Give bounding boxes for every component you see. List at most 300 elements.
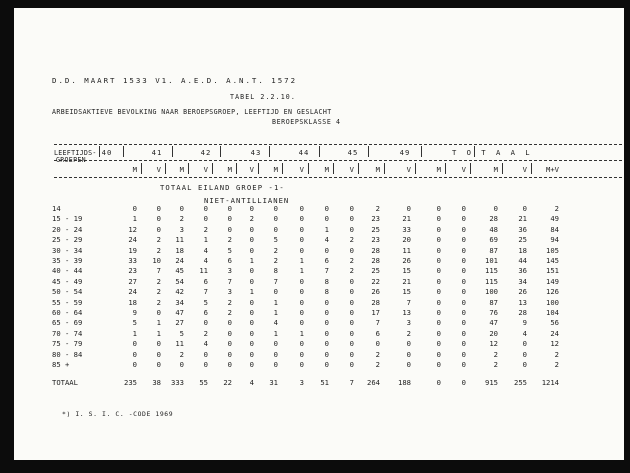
sub-header: M — [324, 165, 329, 174]
table-cell: 2 — [249, 214, 254, 224]
table-cell: 2 — [156, 245, 161, 255]
table-cell: 5 — [273, 235, 278, 245]
table-cell: 0 — [349, 339, 354, 349]
age-group-label-2: GROEPEN — [56, 156, 86, 164]
column-separator — [269, 146, 270, 157]
age-group-label: LEEFTIJDS- — [54, 149, 97, 157]
table-cell: 2 — [179, 214, 184, 224]
sub-header: M — [227, 165, 232, 174]
table-cell: 0 — [299, 276, 304, 286]
table-cell: 20 — [402, 235, 411, 245]
sub-header: V — [522, 165, 527, 174]
table-cell: 1 — [299, 328, 304, 338]
table-cell: 1 — [249, 256, 254, 265]
table-cell: 0 — [436, 339, 441, 349]
table-cell: 24 — [128, 287, 137, 297]
sub-header: M — [132, 165, 137, 174]
table-cell: 11 — [175, 339, 184, 349]
table-cell: 0 — [436, 308, 441, 317]
table-cell: 7 — [203, 287, 208, 297]
table-cell: 105 — [546, 245, 559, 255]
column-separator — [99, 146, 100, 157]
table-cell: 0 — [156, 360, 161, 369]
table-cell: 101 — [485, 256, 498, 265]
table-cell: 13 — [402, 308, 411, 317]
table-cell: 0 — [522, 204, 527, 213]
table-cell: 55 — [199, 378, 208, 388]
table-cell: 28 — [371, 245, 380, 255]
table-cell: 0 — [132, 360, 137, 369]
table-cell: 0 — [203, 360, 208, 369]
table-cell: 0 — [461, 266, 466, 276]
group-header: 42 — [200, 148, 212, 157]
table-cell: 2 — [203, 328, 208, 338]
table-cell: 3 — [227, 266, 232, 276]
table-cell: 0 — [273, 204, 278, 213]
table-cell: 0 — [349, 318, 354, 328]
table-cell: 7 — [227, 276, 232, 286]
table-cell: 0 — [179, 360, 184, 369]
table-cell: 8 — [324, 276, 329, 286]
table-cell: 0 — [273, 214, 278, 224]
table-cell: 126 — [546, 287, 559, 297]
header-line: D.D. MAART 1533 V1. A.E.D. A.N.T. 1572 — [52, 76, 298, 85]
table-cell: 0 — [436, 235, 441, 245]
table-cell: 0 — [436, 349, 441, 359]
table-cell: 8 — [273, 266, 278, 276]
row-label: 40 - 44 — [52, 266, 83, 276]
row-label: 20 - 24 — [52, 224, 83, 234]
table-cell: 1 — [132, 328, 137, 338]
table-cell: 0 — [436, 378, 441, 388]
table-cell: 0 — [461, 235, 466, 245]
table-cell: 6 — [203, 308, 208, 317]
table-cell: 0 — [461, 245, 466, 255]
table-cell: 0 — [461, 328, 466, 338]
table-cell: 0 — [273, 339, 278, 349]
table-cell: 44 — [518, 256, 527, 265]
table-cell: 28 — [518, 308, 527, 317]
table-cell: 94 — [550, 235, 559, 245]
table-cell: 6 — [324, 256, 329, 265]
section-subtitle: NIET-ANTILLIANEN — [204, 196, 290, 205]
table-cell: 0 — [299, 245, 304, 255]
table-cell: 0 — [179, 204, 184, 213]
table-cell: 2 — [227, 235, 232, 245]
table-cell: 26 — [402, 256, 411, 265]
table-cell: 0 — [227, 328, 232, 338]
section-title: TOTAAL EILAND GROEP -1- — [160, 183, 285, 192]
sub-header: V — [156, 165, 161, 174]
table-cell: 0 — [461, 224, 466, 234]
table-cell: 0 — [493, 204, 498, 213]
table-cell: 0 — [249, 276, 254, 286]
table-cell: 2 — [375, 204, 380, 213]
table-cell: 0 — [299, 287, 304, 297]
table-cell: 23 — [128, 266, 137, 276]
row-label: 85 + — [52, 360, 70, 369]
table-cell: 235 — [124, 378, 137, 388]
table-cell: 2 — [554, 349, 559, 359]
table-number: TABEL 2.2.10. — [230, 93, 296, 101]
table-cell: 0 — [299, 360, 304, 369]
table-cell: 0 — [156, 349, 161, 359]
table-cell: 100 — [485, 287, 498, 297]
table-cell: 0 — [299, 349, 304, 359]
table-cell: 0 — [324, 214, 329, 224]
sub-header: V — [349, 165, 354, 174]
table-cell: 26 — [518, 287, 527, 297]
table-cell: 0 — [156, 339, 161, 349]
table-cell: 7 — [156, 266, 161, 276]
table-cell: 0 — [249, 339, 254, 349]
table-cell: 0 — [436, 287, 441, 297]
table-cell: 2 — [227, 308, 232, 317]
table-cell: 0 — [132, 339, 137, 349]
table-cell: 0 — [273, 287, 278, 297]
table-cell: 0 — [249, 235, 254, 245]
table-cell: 0 — [461, 318, 466, 328]
table-cell: 0 — [227, 224, 232, 234]
table-cell: 24 — [128, 235, 137, 245]
table-cell: 0 — [436, 266, 441, 276]
table-cell: 2 — [406, 328, 411, 338]
table-cell: 5 — [227, 245, 232, 255]
table-cell: 149 — [546, 276, 559, 286]
table-cell: 11 — [402, 245, 411, 255]
table-cell: 25 — [518, 235, 527, 245]
table-cell: 0 — [299, 308, 304, 317]
table-cell: 0 — [436, 297, 441, 307]
table-cell: 0 — [132, 349, 137, 359]
table-cell: 38 — [152, 378, 161, 388]
table-cell: 15 — [402, 266, 411, 276]
table-cell: 0 — [461, 276, 466, 286]
table-cell: 21 — [518, 214, 527, 224]
table-cell: 0 — [349, 204, 354, 213]
column-separator — [123, 146, 124, 157]
table-cell: 2 — [156, 235, 161, 245]
table-cell: 2 — [493, 360, 498, 369]
table-cell: 2 — [349, 266, 354, 276]
table-cell: 6 — [227, 256, 232, 265]
table-cell: 6 — [375, 328, 380, 338]
table-cell: 0 — [299, 214, 304, 224]
sub-header: M — [375, 165, 380, 174]
table-cell: 0 — [349, 287, 354, 297]
row-label: 45 - 49 — [52, 276, 83, 286]
table-cell: 2 — [375, 360, 380, 369]
table-cell: 0 — [324, 297, 329, 307]
table-cell: 188 — [398, 378, 411, 388]
table-cell: 2 — [156, 297, 161, 307]
table-cell: 1 — [324, 224, 329, 234]
table-cell: 4 — [203, 245, 208, 255]
group-header: 49 — [399, 148, 411, 157]
table-cell: 0 — [156, 204, 161, 213]
table-cell: 0 — [299, 224, 304, 234]
row-label: 30 - 34 — [52, 245, 83, 255]
table-cell: 12 — [489, 339, 498, 349]
table-cell: 0 — [436, 318, 441, 328]
table-cell: 47 — [175, 308, 184, 317]
table-cell: 115 — [485, 276, 498, 286]
row-label: 60 - 64 — [52, 308, 83, 317]
table-cell: 151 — [546, 266, 559, 276]
table-cell: 31 — [269, 378, 278, 388]
table-cell: 0 — [203, 349, 208, 359]
table-cell: 23 — [371, 235, 380, 245]
table-cell: 0 — [406, 349, 411, 359]
table-cell: 0 — [461, 378, 466, 388]
table-cell: 24 — [175, 256, 184, 265]
table-cell: 0 — [436, 256, 441, 265]
table-cell: 0 — [461, 204, 466, 213]
table-cell: 5 — [132, 318, 137, 328]
table-cell: 25 — [371, 224, 380, 234]
table-cell: 84 — [550, 224, 559, 234]
table-cell: 145 — [546, 256, 559, 265]
table-cell: 2 — [349, 235, 354, 245]
table-cell: 0 — [349, 349, 354, 359]
table-cell: 0 — [349, 224, 354, 234]
table-cell: 0 — [273, 224, 278, 234]
table-cell: 18 — [175, 245, 184, 255]
row-label: 35 - 39 — [52, 256, 83, 265]
table-cell: 27 — [175, 318, 184, 328]
table-cell: 0 — [436, 276, 441, 286]
table-cell: 0 — [349, 276, 354, 286]
table-cell: 1 — [156, 318, 161, 328]
table-cell: 0 — [461, 308, 466, 317]
table-cell: 87 — [489, 245, 498, 255]
table-cell: 0 — [349, 328, 354, 338]
sub-header: V — [406, 165, 411, 174]
footnote: *) I. S. I. C. -CODE 1969 — [62, 410, 174, 418]
table-cell: 34 — [518, 276, 527, 286]
sub-header: V — [203, 165, 208, 174]
table-cell: 42 — [175, 287, 184, 297]
table-cell: 1 — [273, 297, 278, 307]
sub-separator — [384, 163, 385, 174]
header-rule-bottom — [54, 177, 622, 178]
group-header: 43 — [250, 148, 262, 157]
table-cell: 0 — [203, 214, 208, 224]
row-label: 80 - 84 — [52, 349, 83, 359]
table-cell: 13 — [518, 297, 527, 307]
table-cell: 3 — [299, 378, 304, 388]
table-cell: 0 — [299, 204, 304, 213]
row-label: 15 - 19 — [52, 214, 83, 224]
table-cell: 2 — [273, 256, 278, 265]
table-cell: 2 — [156, 276, 161, 286]
table-cell: 18 — [128, 297, 137, 307]
table-cell: 28 — [371, 297, 380, 307]
table-subtitle: ARBEIDSAKTIEVE BEVOLKING NAAR BEROEPSGROEP, LEEFTIJD EN GESLACHT — [52, 108, 332, 116]
table-cell: 0 — [436, 204, 441, 213]
table-cell: 51 — [320, 378, 329, 388]
table-cell: 115 — [485, 266, 498, 276]
row-label: TOTAAL — [52, 378, 78, 388]
table-cell: 0 — [461, 256, 466, 265]
table-cell: 11 — [175, 235, 184, 245]
table-cell: 0 — [436, 360, 441, 369]
table-cell: 56 — [550, 318, 559, 328]
row-label: 55 - 59 — [52, 297, 83, 307]
table-cell: 9 — [522, 318, 527, 328]
table-cell: 3 — [227, 287, 232, 297]
table-cell: 1 — [273, 308, 278, 317]
table-cell: 0 — [273, 360, 278, 369]
table-cell: 104 — [546, 308, 559, 317]
table-cell: 0 — [227, 349, 232, 359]
table-cell: 0 — [349, 308, 354, 317]
table-cell: 23 — [371, 214, 380, 224]
table-cell: 22 — [223, 378, 232, 388]
table-cell: 0 — [227, 318, 232, 328]
table-cell: 0 — [406, 360, 411, 369]
table-cell: 0 — [349, 245, 354, 255]
table-cell: 4 — [522, 328, 527, 338]
table-cell: 0 — [461, 297, 466, 307]
column-separator — [220, 146, 221, 157]
table-cell: 333 — [171, 378, 184, 388]
table-cell: 2 — [554, 204, 559, 213]
table-cell: 0 — [461, 349, 466, 359]
table-cell: 0 — [324, 328, 329, 338]
table-cell: 45 — [175, 266, 184, 276]
row-label: 75 - 79 — [52, 339, 83, 349]
table-cell: 76 — [489, 308, 498, 317]
group-header: 40 — [101, 148, 113, 157]
table-cell: 0 — [461, 287, 466, 297]
table-cell: 33 — [402, 224, 411, 234]
group-header: 41 — [151, 148, 163, 157]
table-cell: 1 — [203, 235, 208, 245]
table-cell: 0 — [406, 204, 411, 213]
table-cell: 28 — [371, 256, 380, 265]
table-cell: 49 — [550, 214, 559, 224]
table-cell: 28 — [489, 214, 498, 224]
table-cell: 0 — [299, 297, 304, 307]
table-cell: 4 — [273, 318, 278, 328]
table-cell: 0 — [249, 349, 254, 359]
table-cell: 0 — [324, 339, 329, 349]
table-cell: 48 — [489, 224, 498, 234]
sub-header: V — [299, 165, 304, 174]
table-cell: 12 — [550, 339, 559, 349]
class-line: BEROEPSKLASSE 4 — [272, 118, 341, 126]
row-label: 25 - 29 — [52, 235, 83, 245]
table-cell: 18 — [518, 245, 527, 255]
table-cell: 87 — [489, 297, 498, 307]
document-page — [14, 8, 624, 460]
row-label: 65 - 69 — [52, 318, 83, 328]
sub-separator — [470, 163, 471, 174]
table-cell: 0 — [324, 204, 329, 213]
table-cell: 0 — [324, 360, 329, 369]
table-cell: 1 — [299, 266, 304, 276]
table-cell: 0 — [299, 235, 304, 245]
table-cell: 2 — [493, 349, 498, 359]
sub-header: M — [179, 165, 184, 174]
sub-header: M — [493, 165, 498, 174]
table-cell: 1 — [299, 256, 304, 265]
table-cell: 21 — [402, 276, 411, 286]
table-cell: 2 — [273, 245, 278, 255]
table-cell: 26 — [371, 287, 380, 297]
table-cell: 0 — [227, 360, 232, 369]
table-cell: 0 — [522, 339, 527, 349]
header-rule-mid — [54, 160, 622, 161]
group-header: T O T A A L — [452, 148, 533, 157]
column-separator — [421, 146, 422, 157]
table-cell: 9 — [132, 308, 137, 317]
header-rule-top — [54, 144, 622, 145]
group-header: 45 — [347, 148, 359, 157]
table-cell: 0 — [461, 360, 466, 369]
table-cell: 1 — [273, 328, 278, 338]
sub-header: V — [249, 165, 254, 174]
table-cell: 0 — [436, 328, 441, 338]
table-cell: 0 — [324, 318, 329, 328]
table-cell: 2 — [375, 349, 380, 359]
table-cell: 19 — [128, 245, 137, 255]
column-separator — [368, 146, 369, 157]
table-cell: 15 — [402, 287, 411, 297]
table-cell: 36 — [518, 266, 527, 276]
table-cell: 54 — [175, 276, 184, 286]
table-cell: 1 — [132, 214, 137, 224]
group-header: 44 — [298, 148, 310, 157]
table-cell: 5 — [179, 328, 184, 338]
table-cell: 3 — [406, 318, 411, 328]
table-cell: 69 — [489, 235, 498, 245]
table-cell: 0 — [249, 266, 254, 276]
table-cell: 1214 — [541, 378, 559, 388]
table-cell: 2 — [554, 360, 559, 369]
table-cell: 20 — [489, 328, 498, 338]
sub-header: M — [436, 165, 441, 174]
table-cell: 264 — [367, 378, 380, 388]
table-cell: 4 — [203, 256, 208, 265]
table-cell: 34 — [175, 297, 184, 307]
table-cell: 6 — [203, 276, 208, 286]
table-cell: 0 — [461, 339, 466, 349]
table-cell: 7 — [406, 297, 411, 307]
table-cell: 4 — [249, 378, 254, 388]
table-cell: 0 — [349, 297, 354, 307]
table-cell: 5 — [203, 297, 208, 307]
table-cell: 7 — [324, 266, 329, 276]
table-cell: 0 — [249, 224, 254, 234]
table-cell: 8 — [324, 287, 329, 297]
table-cell: 1 — [156, 328, 161, 338]
table-cell: 21 — [402, 214, 411, 224]
table-cell: 11 — [199, 266, 208, 276]
table-cell: 0 — [249, 204, 254, 213]
table-cell: 0 — [436, 245, 441, 255]
table-cell: 0 — [436, 224, 441, 234]
table-cell: 7 — [273, 276, 278, 286]
table-cell: 0 — [522, 349, 527, 359]
table-cell: 0 — [249, 245, 254, 255]
table-cell: 2 — [349, 256, 354, 265]
row-label: 14 — [52, 204, 61, 213]
table-cell: 2 — [203, 224, 208, 234]
table-cell: 0 — [522, 360, 527, 369]
column-separator — [474, 146, 475, 157]
